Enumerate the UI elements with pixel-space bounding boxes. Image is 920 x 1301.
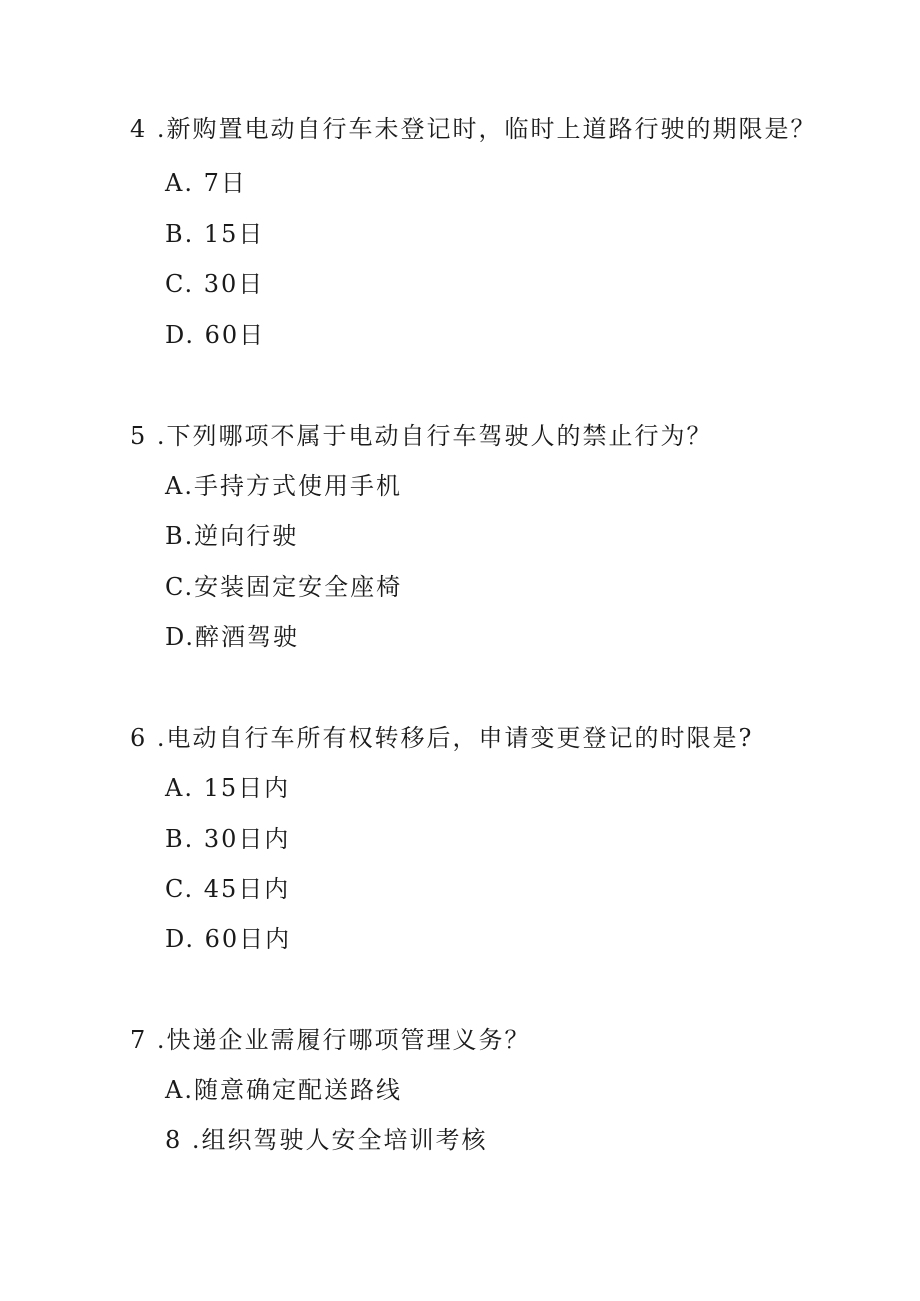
question-4-option-b: B. 15日 (165, 220, 265, 248)
question-4-option-c: C. 30日 (165, 270, 265, 298)
question-6-option-d: D. 60日内 (165, 925, 292, 953)
question-6-option-a: A. 15日内 (165, 774, 291, 802)
question-6: 6 .电动自行车所有权转移后，申请变更登记的时限是? (130, 724, 754, 752)
question-5-option-b: B.逆向行驶 (165, 522, 299, 550)
question-4-option-a: A. 7日 (165, 169, 247, 197)
question-5-option-c: C.安装固定安全座椅 (165, 573, 403, 601)
question-5: 5 .下列哪项不属于电动自行车驾驶人的禁止行为？ (130, 422, 713, 450)
question-4-option-d: D. 60日 (165, 321, 266, 349)
question-7-option-b: 8 .组织驾驶人安全培训考核 (165, 1126, 488, 1154)
question-7-option-a: A.随意确定配送路线 (165, 1076, 402, 1104)
question-7: 7 .快递企业需履行哪项管理义务？ (130, 1026, 531, 1054)
question-4: 4 .新购置电动自行车未登记时，临时上道路行驶的期限是？ (130, 115, 817, 143)
question-5-option-a: A.手持方式使用手机 (165, 472, 402, 500)
question-6-option-b: B. 30日内 (165, 825, 291, 853)
question-5-option-d: D.醉酒驾驶 (165, 623, 300, 651)
question-6-option-c: C. 45日内 (165, 875, 291, 903)
